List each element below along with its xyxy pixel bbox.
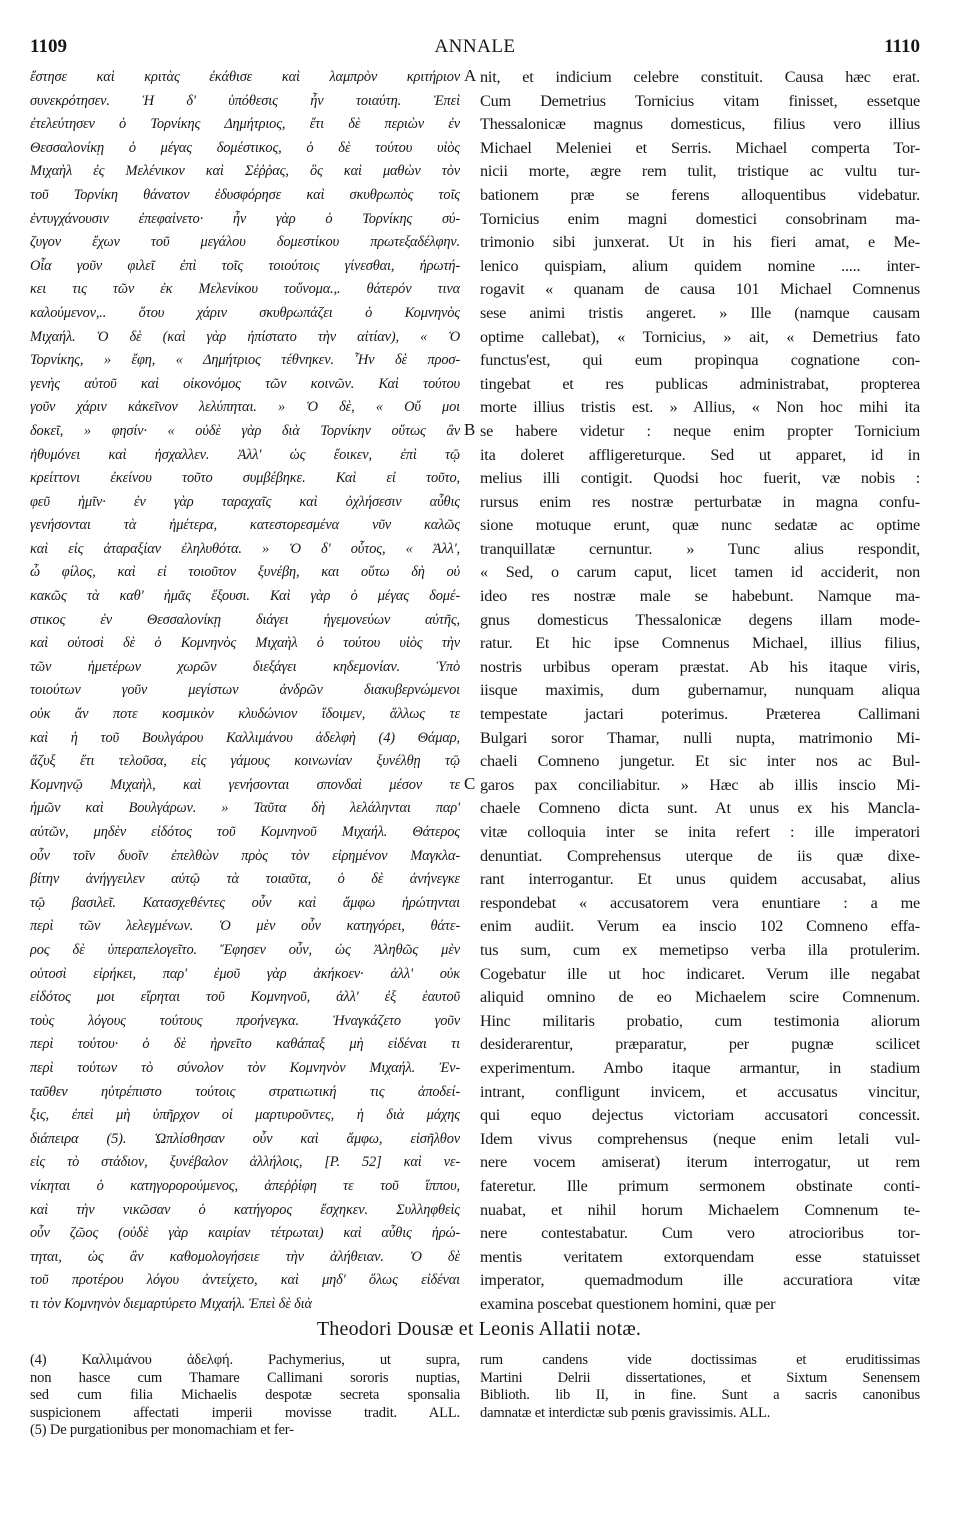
- greek-text-line: οὑτοσὶ εἰρήκει, παρ' ἐμοῦ γὰρ ἀκήκοεν· ἀλλ' οὐκ: [30, 965, 460, 982]
- greek-text-line: ἡμῶν καὶ Βουλγάρων. » Ταῦτα δὴ λελάληνται παρ': [30, 800, 460, 817]
- latin-text-line: nit, et indicium celebre constituit. Causa hæc erat.: [480, 68, 920, 86]
- greek-text-line: καὶ οὑτοσὶ δὲ ὁ Κομνηνὸς Μιχαὴλ ὁ τούτου υἱὸς τὴν: [30, 635, 460, 652]
- latin-text-line: sese animi tristis angeret. » Ille (namque causam: [480, 303, 920, 322]
- greek-text-line: περὶ τῶν λελεγμένων. Ὁ μὲν οὖν κατηγόρει, θάτε-: [30, 918, 460, 935]
- note-line: (5) De purgationibus per monomachiam et fer-: [30, 1422, 294, 1439]
- greek-text-line: οὖν ζῶος (οὐδὲ γὰρ καιρίαν τέτρωται) καὶ αὖθις ἠρώ-: [30, 1225, 460, 1242]
- latin-text-line: ideo res nostræ male se habebunt. Namque ma-: [480, 587, 920, 606]
- latin-text-line: tempestate jactari poterimus. Præterea Callimani: [480, 705, 920, 724]
- latin-text-line: qui equo dejectus victoriam accusatori concessit.: [480, 1106, 920, 1125]
- latin-text-line: chaeli Comneno jungetur. Et sic inter nos ac Bul-: [480, 752, 920, 771]
- latin-text-line: Thessalonicæ magnus domesticus, filius vero illius: [480, 115, 920, 134]
- latin-text-line: intrant, confligunt invicem, et accusatus vincitur,: [480, 1082, 920, 1101]
- latin-text-line: ratur. Et hic ipse Comnenus Michael, illius filius,: [480, 634, 920, 653]
- page-number-left: 1109: [30, 36, 67, 57]
- greek-text-line: ἄζυξ ἔτι τελοῦσα, εἰς γάμους κοινωνίαν ξυνέλθῃ τῷ: [30, 753, 460, 770]
- latin-text-line: imperator, quemadmodum ille accuratiora vitæ: [480, 1271, 920, 1290]
- greek-text-line: Μιχαὴλ ἐς Μελένικον καὶ Σέῤῥας, ὃς καὶ μαθὼν τὸν: [30, 163, 460, 180]
- note-line: damnatæ et interdictæ sub pœnis gravissimis. ALL.: [480, 1404, 771, 1421]
- greek-text-line: τοῦ Τορνίκη θάνατον ἐδυσφόρησε καὶ σκυθρωπὸς τοῖς: [30, 186, 460, 203]
- latin-text-line: Bulgari soror Thamar, nulli nupta, matrimonio Mi-: [480, 728, 920, 747]
- latin-text-line: tingebat et res publicas administrabat, propterea: [480, 374, 920, 393]
- greek-text-line: καὶ εἰς ἀταραξίαν ἐληλυθότα. » Ὁ δ' οὗτος, « Ἀλλ',: [30, 540, 460, 557]
- latin-text-line: Cogebatur ille ut hoc indicaret. Verum ille negabat: [480, 964, 920, 983]
- greek-text-line: περὶ τούτων τὸ σύνολον τὸν Κομνηνὸν Μιχαήλ. Ἐν-: [30, 1059, 460, 1076]
- latin-text-line: denuntiat. Comprehensus uterque de iis quæ dixe-: [480, 846, 920, 865]
- greek-text-line: γοῦν χάριν κἀκεῖνον λελύπηται. » Ὁ δὲ, « Οὔ μοι: [30, 399, 460, 416]
- greek-text-line: ζυγον ἔχων τοῦ μεγάλου δομεστίκου πρωτεξαδέλφην.: [30, 234, 460, 251]
- latin-text-line: desiderarentur, præparatur, per pugnæ scilicet: [480, 1035, 920, 1054]
- margin-marker-a: A: [464, 66, 477, 85]
- latin-text-line: lenico quispiam, alium quidem nomine ..... inter-: [480, 256, 920, 275]
- greek-text-line: ἐντυγχάνουσιν ἐπεφαίνετο· ἦν γὰρ ὁ Τορνίκης σύ-: [30, 210, 460, 227]
- greek-text-column: [30, 66, 460, 1316]
- latin-text-line: aliquid omnino de eo Michaelem scire Comnenum.: [480, 988, 920, 1007]
- greek-text-line: περὶ τούτου· ὁ δὲ ἠρνεῖτο καθάπαξ μὴ εἰδέναι τι: [30, 1036, 460, 1053]
- page-header: [30, 36, 920, 60]
- greek-text-line: καὶ τὴν νικῶσαν ὁ κατήγορος ἔσχηκεν. Συλληφθεὶς: [30, 1201, 460, 1218]
- greek-text-line: τῶν ἡμετέρων χωρῶν διεξάγει κηδεμονίαν. Ὑπὸ: [30, 658, 460, 675]
- latin-text-line: Cum Demetrius Tornicius vitam finisset, essetque: [480, 91, 920, 110]
- greek-text-line: γενὴς αὐτοῦ καὶ οἰκονόμος τῶν κοινῶν. Καὶ τούτου: [30, 375, 460, 392]
- greek-text-line: τοὺς λόγους τούτους προήνεγκα. Ἠναγκάζετο γοῦν: [30, 1012, 460, 1029]
- latin-text-line: nicii morte, ægre rem tulit, tristique ac vultu tur-: [480, 162, 920, 181]
- greek-text-line: δοκεῖ, » φησίν· « οὐδὲ γὰρ διὰ Τορνίκην οὕτως ἂν: [30, 422, 460, 439]
- note-line: non hasce cum Thamare Callimani sororis nuptias,: [30, 1369, 460, 1386]
- latin-text-line: ita doleret affligereturque. Sed ut apparet, id in: [480, 445, 920, 464]
- latin-text-line: nere contestabatur. Cum vero atrocioribus tor-: [480, 1224, 920, 1243]
- running-title: ANNALE: [434, 36, 516, 57]
- greek-text-line: ταῦθεν ηὐτρέπιστο τούτοις στρατιωτική τις ἀποδεί-: [30, 1083, 460, 1100]
- greek-text-line: Οἷα γοῦν φιλεῖ ἐπὶ τοῖς τοιούτοις γίνεσθαι, ἠρωτή-: [30, 257, 460, 274]
- latin-text-line: rogavit « quanam de causa 101 Michael Comnenus: [480, 280, 920, 299]
- latin-text-line: nostris urbibus operam præstat. Ab his itaque viris,: [480, 657, 920, 676]
- latin-text-line: bationem præ se ferens alloquentibus videbatur.: [480, 185, 920, 204]
- greek-text-line: κει τις τῶν ἐκ Μελενίκου τοὔνομα.,. θάτερόν τινα: [30, 281, 460, 298]
- greek-text-line: εἰδότος μοι εἴρηται τοῦ Κομνηνοῦ, ἀλλ' ἐξ ἑαυτοῦ: [30, 989, 460, 1006]
- greek-text-line: Θεσσαλονίκῃ ὁ μέγας δομέστικος, ὁ δὲ τούτου υἱὸς: [30, 139, 460, 156]
- greek-text-line: Κομνηνῷ Μιχαὴλ, καὶ γενήσονται σπονδαὶ μέσον τε: [30, 776, 460, 793]
- latin-text-line: trimonio sibi junxerat. Ut in his fieri amat, e Me-: [480, 233, 920, 252]
- greek-text-line: τῷ βασιλεῖ. Κατασχεθέντες οὖν καὶ ἄμφω ἠρώτηνται: [30, 894, 460, 911]
- greek-text-line: γενήσονται τὰ ἡμέτερα, κατεστορεσμένα νῦν καλῶς: [30, 517, 460, 534]
- latin-text-line: mentis veritatem extorquendam esse statuisset: [480, 1247, 920, 1266]
- notes-left-column: [30, 1352, 460, 1440]
- greek-text-line: ἠθυμόνει καὶ ἠσχαλλεν. Ἀλλ' ὡς ἔοικεν, ἐπὶ τῷ: [30, 446, 460, 463]
- greek-text-line: Τορνίκης, » ἔφη, « Δημήτριος τέθνηκεν. Ἦν δὲ προσ-: [30, 352, 460, 369]
- greek-text-line: τοῦ προτέρου λόγου ἀντείχετο, καὶ μηδ' ὅλως εἰδέναι: [30, 1272, 460, 1289]
- latin-text-line: sione motuque erunt, quæ nunc sedatæ ac optime: [480, 516, 920, 535]
- greek-text-line: ρος δὲ ὑπεραπελογεῖτο. Ἔφησεν οὖν, ὡς Ἀληθῶς μὲν: [30, 941, 460, 958]
- greek-text-line: διάπειρα (5). Ὡπλίσθησαν οὖν καὶ ἄμφω, εἰσῆλθον: [30, 1130, 460, 1147]
- greek-text-line: εἰς τὸ στάδιον, ξυνέβαλον ἀλλήλοις, [P. 52] καὶ νε-: [30, 1154, 460, 1171]
- latin-text-line: optime callebat), « Tornicius, » ait, « Demetrius fato: [480, 327, 920, 346]
- greek-text-line: στικος ἐν Θεσσαλονίκῃ διάγει ἡγεμονεύων αὐτῆς,: [30, 611, 460, 628]
- latin-text-line: Idem vivus comprehensus (neque enim letali vul-: [480, 1129, 920, 1148]
- latin-text-line: se habere videtur : neque enim propter Tornicium: [480, 421, 920, 440]
- note-line: Martini Delrii dissertationes, et Sixtum Senensem: [480, 1369, 920, 1386]
- greek-text-line: κακῶς τὰ καθ' ἡμᾶς ἕξουσι. Καὶ γὰρ ὁ μέγας δομέ-: [30, 588, 460, 605]
- latin-text-line: enim audiit. Verum ea inscio 102 Comneno effa-: [480, 917, 920, 936]
- latin-text-line: tranquillatæ cernuntur. » Tunc alius respondit,: [480, 539, 920, 558]
- greek-text-line: φεῦ ἡμῖν· ἐν γὰρ ταραχαῖς καὶ ὀχλήσεσιν αὖθις: [30, 493, 460, 510]
- latin-text-line: respondebat « accusatorem vera enuntiare : a me: [480, 893, 920, 912]
- latin-text-line: melius illi contigit. Quodsi hoc fuerit, væ nobis :: [480, 469, 920, 488]
- latin-text-line: Tornicius enim magni domestici consobrinam ma-: [480, 209, 920, 228]
- latin-text-line: Hinc militaris probatio, cum testimonia aliorum: [480, 1011, 920, 1030]
- greek-text-line: νίκηται ὁ κατηγορορούμενος, ἀπεῤῥίφη τε τοῦ ἵππου,: [30, 1177, 460, 1194]
- note-line: Biblioth. lib II, in fine. Sunt a sacris canonibus: [480, 1387, 920, 1404]
- notes-right-column: [480, 1352, 920, 1422]
- greek-text-line: κρείττονι ἐκείνου τοῦτο συμβέβηκε. Καὶ εἰ τοῦτο,: [30, 470, 460, 487]
- greek-text-line: ἔστησε καὶ κριτὰς ἐκάθισε καὶ λαμπρὸν κριτήριον: [30, 69, 460, 85]
- latin-text-column: [480, 66, 920, 1316]
- greek-text-line: οὐκ ἄν ποτε κοσμικὸν κλυδώνιον ἴδοιμεν, ἄλλως τε: [30, 706, 460, 723]
- greek-text-line: ὦ φίλος, καὶ εἰ τοιοῦτον ξυνέβη, και οὕτω δὴ οὐ: [30, 564, 460, 581]
- greek-text-line: καλούμενον,.. ὅτου χάριν σκυθρωπάζει ὁ Κομνηνὸς: [30, 304, 460, 321]
- latin-text-line: chaele Comneno dicta sunt. At unus ex his Mancla-: [480, 799, 920, 818]
- latin-text-line: tus sum, cum ex memetipso verba illa protulerim.: [480, 940, 920, 959]
- latin-text-line: fateretur. Ille primum sermonem obstinate conti-: [480, 1176, 920, 1195]
- greek-text-line: συνεκρότησεν. Ἡ δ' ὑπόθεσις ἦν τοιαύτη. Ἐπεὶ: [30, 92, 460, 109]
- latin-text-line: iisque maximis, dum gubernamur, nunquam aliqua: [480, 681, 920, 700]
- latin-text-line: rursus enim res nostræ perturbatæ in magna confu-: [480, 492, 920, 511]
- greek-text-line: βίτην ἀνήγγειλεν αὐτῷ τὰ τοιαῦτα, ὁ δὲ ἀνήνεγκε: [30, 871, 460, 888]
- note-line: sed cum filia Michaelis despotæ secreta sponsalia: [30, 1387, 460, 1404]
- greek-text-line: ξις, ἐπεὶ μὴ ὑπῆρχον οἱ μαρτυροῦντες, ἡ διὰ μάχης: [30, 1107, 460, 1124]
- margin-marker-c: C: [464, 774, 476, 793]
- greek-text-line: τοιούτων γοῦν μεγίστων ἀνδρῶν διακυβερνώμενοι: [30, 682, 460, 699]
- greek-text-line: καὶ ἡ τοῦ Βουλγάρου Καλλιμάνου ἀδελφὴ (4) Θάμαρ,: [30, 729, 460, 746]
- latin-text-line: « Sed, o carum caput, licet tamen id acciderit, non: [480, 563, 920, 582]
- greek-text-line: Μιχαήλ. Ὁ δὲ (καὶ γὰρ ἠπίστατο τὴν αἰτίαν), « Ὁ: [30, 328, 460, 345]
- latin-text-line: Michael Meleniei et Serris. Michael comperta Tor-: [480, 138, 920, 157]
- latin-text-line: gnus domesticus Thessalonicæ degens illam mode-: [480, 610, 920, 629]
- note-line: (4) Καλλιμάνου ἀδελφή. Pachymerius, ut supra,: [30, 1352, 460, 1368]
- latin-text-line: nere vocem amiserat) iterum interrogatur, ut rem: [480, 1153, 920, 1172]
- page-number-right: 1110: [884, 36, 920, 57]
- latin-text-line: functus'est, qui eum propinqua cognatione con-: [480, 351, 920, 370]
- latin-text-line: experimentum. Ambo itaque armantur, in stadium: [480, 1058, 920, 1077]
- latin-text-line: examina poscebat questionem homini, quæ per: [480, 1294, 776, 1313]
- greek-text-line: τι τὸν Κομνηνὸν διεμαρτύρετο Μιχαήλ. Ἐπεὶ δὲ διὰ: [30, 1295, 312, 1312]
- greek-text-line: ἐτελεύτησεν ὁ Τορνίκης Δημήτριος, ἔτι δὲ περιὼν ἐν: [30, 116, 460, 133]
- greek-text-line: τηται, ὡς ἂν καθομολογήσειε τὴν ἀλήθειαν. Ὁ δὲ: [30, 1248, 460, 1265]
- latin-text-line: rant interrogantur. Et unus quidem accusabat, alius: [480, 870, 920, 889]
- margin-marker-b: B: [464, 420, 476, 439]
- notes-title: Theodori Dousæ et Leonis Allatii notæ.: [316, 1318, 642, 1340]
- latin-text-line: nuabat, et nihil horum Michaelem Comnenum te-: [480, 1200, 920, 1219]
- latin-text-line: morte illius tristis est. » Allius, « Non hoc mihi ita: [480, 398, 920, 417]
- greek-text-line: οὖν τοῖν δυοῖν ἐπελθὼν πρὸς τὸν εἰρημένον Μαγκλα-: [30, 847, 460, 864]
- greek-text-line: αὐτῶν, μηδὲν εἰδότος τοῦ Κομνηνοῦ Μιχαήλ. Θάτερος: [30, 824, 460, 840]
- latin-text-line: vitæ colloquia inter se inita refert : ille imperatori: [480, 823, 920, 841]
- note-line: rum candens vide doctissimas et eruditissimas: [480, 1352, 920, 1368]
- note-line: suspicionem affectati imperii movisse tradit. ALL.: [30, 1404, 460, 1421]
- latin-text-line: garos pax conciliabitur. » Hæc ab illis inscio Mi-: [480, 775, 920, 794]
